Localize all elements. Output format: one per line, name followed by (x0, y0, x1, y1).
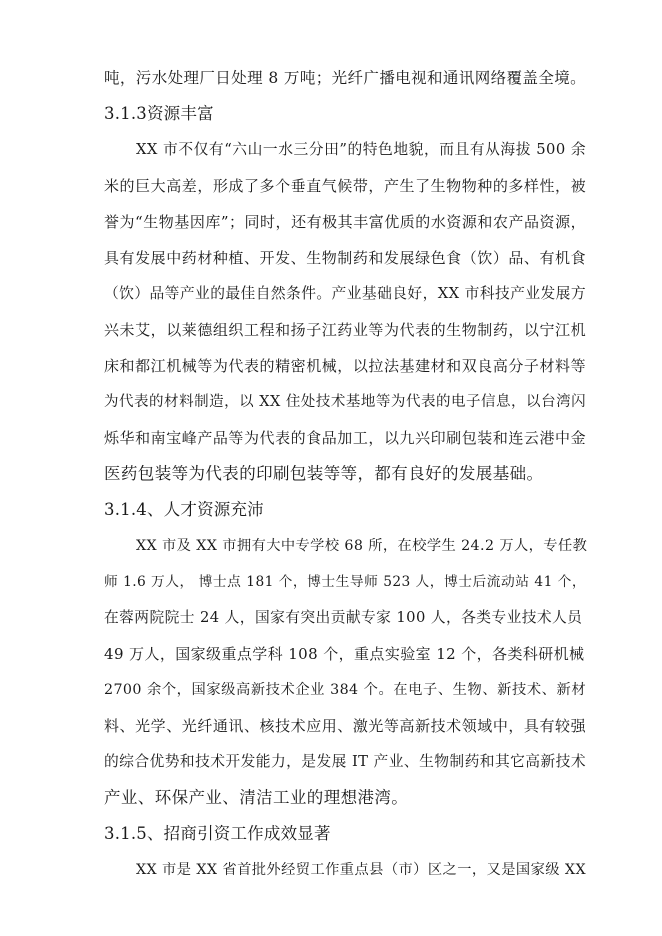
paragraph-line: 为代表的材料制造，以 XX 住处技术基地等为代表的电子信息，以台湾闪 (104, 394, 586, 410)
paragraph-line: 米的巨大高差，形成了多个垂直气候带，产生了生物物种的多样性，被 (104, 177, 586, 195)
paragraph-line: 的综合优势和技术开发能力，是发展 IT 产业、生物制药和其它高新技术 (104, 753, 586, 770)
paragraph-line: 医药包装等为代表的印刷包装等等，都有良好的发展基础。 (104, 464, 544, 483)
paragraph-line: XX 市不仅有“六山一水三分田”的特色地貌，而且有从海拔 500 余 (136, 141, 586, 158)
section-heading-3-1-5: 3.1.5、招商引资工作成效显著 (104, 824, 331, 843)
paragraph-line: 产业、环保产业、清洁工业的理想港湾。 (104, 788, 409, 807)
paragraph-line: （饮）品等产业的最佳自然条件。产业基础良好，XX 市科技产业发展方 (104, 285, 586, 302)
paragraph-line: 兴未艾，以莱德组织工程和扬子江药业等为代表的生物制药，以宁江机 (104, 321, 586, 339)
section-heading-3-1-3: 3.1.3资源丰富 (104, 104, 214, 123)
paragraph-line: 师 1.6 万人， 博士点 181 个，博士生导师 523 人，博士后流动站 41 个， (104, 574, 586, 590)
paragraph-line: XX 市及 XX 市拥有大中专学校 68 所，在校学生 24.2 万人，专任教 (136, 538, 588, 554)
paragraph-line: 床和都江机械等为代表的精密机械，以拉法基建材和双良高分子材料等 (104, 357, 586, 375)
section-heading-3-1-4: 3.1.4、人才资源充沛 (104, 500, 264, 519)
paragraph-line: 49 万人，国家级重点学科 108 个，重点实验室 12 个，各类科研机械 (104, 645, 585, 663)
paragraph-line: 2700 余个，国家级高新技术企业 384 个。在电子、生物、新技术、新材 (104, 682, 586, 698)
paragraph-line: 誉为“生物基因库”；同时，还有极其丰富优质的水资源和农产品资源， (104, 213, 586, 231)
paragraph-line: 烁华和南宝峰产品等为代表的食品加工，以九兴印刷包装和连云港中金 (104, 429, 586, 447)
paragraph-line: 具有发展中药材种植、开发、生物制药和发展绿色食（饮）品、有机食 (104, 249, 586, 267)
paragraph-line: 在蓉两院院士 24 人，国家有突出贡献专家 100 人，各类专业技术人员 (104, 609, 583, 626)
paragraph-line: XX 市是 XX 省首批外经贸工作重点县（市）区之一，又是国家级 XX (136, 862, 586, 878)
paragraph-line: 料、光学、光纤通讯、核技术应用、激光等高新技术领域中，具有较强 (104, 717, 586, 735)
paragraph-line: 吨，污水处理厂日处理 8 万吨；光纤广播电视和通讯网络覆盖全境。 (104, 69, 587, 87)
